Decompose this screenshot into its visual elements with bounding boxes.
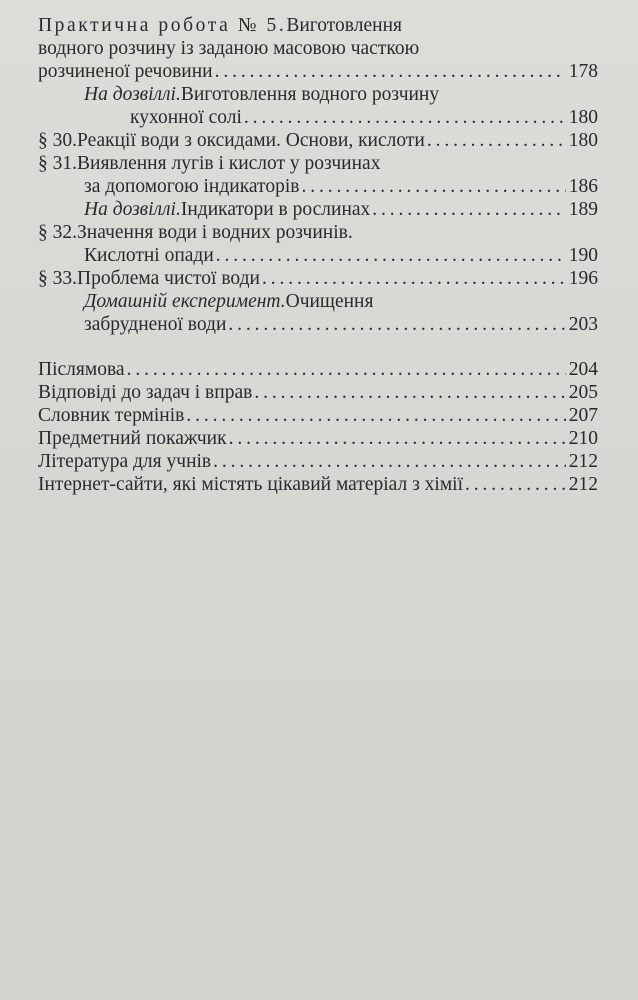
section-number: § 32.: [38, 222, 77, 243]
page-number: 205: [568, 382, 598, 403]
toc-entry-text: Предметний покажчик: [38, 428, 227, 449]
toc-entry-text: розчиненої речовини: [38, 61, 213, 82]
toc-entry-websites[interactable]: [38, 473, 598, 496]
section-gap: [38, 336, 598, 358]
practical-work-title: Виготовлення: [286, 15, 402, 36]
toc-entry-section-32-line2[interactable]: [38, 244, 598, 267]
toc-entry-text: водного розчину із заданою масовою часткою: [38, 38, 420, 59]
toc-entry-text: Словник термінів: [38, 405, 185, 426]
section-number: § 30.: [38, 130, 77, 151]
toc-entry-literature[interactable]: [38, 450, 598, 473]
dot-leader: [262, 267, 566, 290]
toc-entry-home-experiment-line2[interactable]: [38, 313, 598, 336]
toc-entry-practical-5-line1: [38, 14, 598, 37]
page-number: 189: [568, 199, 598, 220]
toc-entry-glossary[interactable]: [38, 404, 598, 427]
toc-entry-practical-5-line2: [38, 37, 598, 60]
table-of-contents: [38, 14, 598, 496]
toc-entry-text: Післямова: [38, 359, 125, 380]
leisure-label: На дозвіллі.: [84, 199, 181, 220]
toc-entry-text: забрудненої води: [84, 314, 227, 335]
dot-leader: [465, 473, 566, 496]
dot-leader: [215, 60, 566, 83]
toc-entry-afterword[interactable]: [38, 358, 598, 381]
dot-leader: [427, 129, 566, 152]
page-number: 203: [568, 314, 598, 335]
dot-leader: [216, 244, 566, 267]
toc-entry-text: Очищення: [285, 291, 374, 312]
dot-leader: [229, 427, 566, 450]
toc-entry-text: Виявлення лугів і кислот у розчинах: [77, 153, 381, 174]
toc-entry-practical-5-line3[interactable]: [38, 60, 598, 83]
page-number: 180: [568, 130, 598, 151]
dot-leader: [372, 198, 565, 221]
dot-leader: [127, 358, 566, 381]
dot-leader: [244, 106, 566, 129]
toc-entry-leisure-1-line1: [38, 83, 598, 106]
practical-work-label: Практична робота № 5.: [38, 15, 287, 36]
toc-entry-section-30[interactable]: [38, 129, 598, 152]
dot-leader: [254, 381, 565, 404]
page-number: 204: [568, 359, 598, 380]
toc-entry-section-33[interactable]: [38, 267, 598, 290]
page-number: 186: [568, 176, 598, 197]
toc-entry-subject-index[interactable]: [38, 427, 598, 450]
toc-entry-section-31-line1: [38, 152, 598, 175]
page-number: 190: [568, 245, 598, 266]
page-number: 212: [568, 451, 598, 472]
page-number: 207: [568, 405, 598, 426]
page-number: 180: [568, 107, 598, 128]
toc-entry-text: Література для учнів: [38, 451, 212, 472]
page-number: 210: [568, 428, 598, 449]
page-number: 196: [568, 268, 598, 289]
toc-entry-text: Відповіді до задач і вправ: [38, 382, 253, 403]
dot-leader: [228, 313, 565, 336]
toc-entry-text: Інтернет-сайти, які містять цікавий матеріал з хімії: [38, 474, 464, 495]
toc-entry-text: Індикатори в рослинах: [180, 199, 371, 220]
leisure-label: На дозвіллі.: [84, 84, 181, 105]
toc-entry-text: за допомогою індикаторів: [84, 176, 300, 197]
toc-entry-text: Значення води і водних розчинів.: [77, 222, 353, 243]
dot-leader: [186, 404, 565, 427]
dot-leader: [301, 175, 565, 198]
section-number: § 31.: [38, 153, 77, 174]
toc-entry-text: Виготовлення водного розчину: [180, 84, 440, 105]
toc-entry-text: кухонної солі: [130, 107, 242, 128]
dot-leader: [213, 450, 566, 473]
toc-entry-answers[interactable]: [38, 381, 598, 404]
toc-entry-home-experiment-line1: [38, 290, 598, 313]
toc-entry-text: Проблема чистої води: [77, 268, 260, 289]
toc-entry-text: Кислотні опади: [84, 245, 214, 266]
toc-entry-leisure-2[interactable]: [38, 198, 598, 221]
toc-entry-leisure-1-line2[interactable]: [38, 106, 598, 129]
toc-entry-section-31-line2[interactable]: [38, 175, 598, 198]
page-number: 178: [568, 61, 598, 82]
toc-entry-section-32-line1: [38, 221, 598, 244]
page-number: 212: [568, 474, 598, 495]
home-experiment-label: Домашній експеримент.: [84, 291, 286, 312]
section-number: § 33.: [38, 268, 77, 289]
toc-entry-text: Реакції води з оксидами. Основи, кислоти: [77, 130, 425, 151]
